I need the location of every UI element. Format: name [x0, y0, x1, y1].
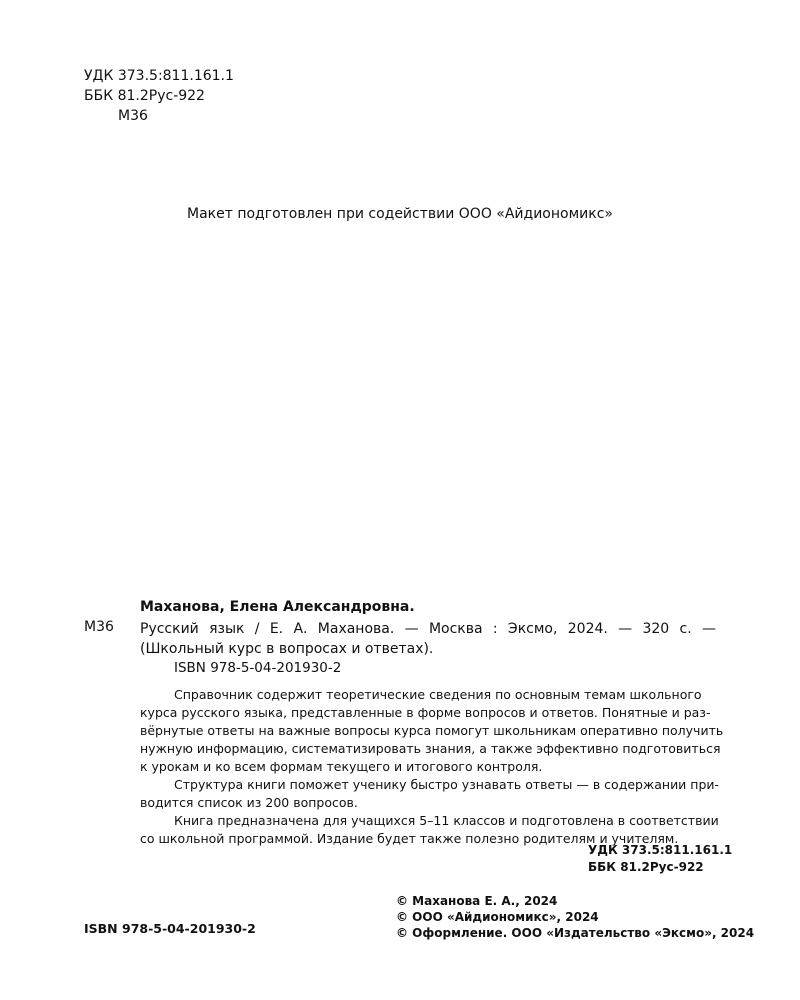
biblio-word: —	[618, 621, 633, 637]
biblio-word: Е.	[269, 621, 284, 637]
copyright-block	[396, 893, 754, 941]
biblio-word: 320	[642, 621, 670, 637]
biblio-word: с.	[679, 621, 692, 637]
biblio-word: А.	[293, 621, 308, 637]
biblio-word: :	[492, 621, 498, 637]
udk-code: УДК 373.5:811.161.1	[84, 68, 234, 84]
copyright-line: © ООО «Айдиономикс», 2024	[396, 910, 599, 924]
bibliographic-description	[140, 619, 716, 659]
bbk-code: ББК 81.2Рус-922	[84, 88, 205, 104]
copyright-line: © Маханова Е. А., 2024	[396, 894, 558, 908]
abstract-line: Книга предназначена для учащихся 5–11 классов и подготовлена в соответствии	[174, 813, 719, 828]
abstract-line: Справочник содержит теоретические сведения по основным темам школьного	[174, 687, 702, 702]
biblio-word: /	[254, 621, 260, 637]
top-classification-codes	[84, 66, 234, 126]
layout-notice: Макет подготовлен при содействии ООО «Айдиономикс»	[187, 206, 613, 222]
isbn-main: ISBN 978-5-04-201930-2	[174, 660, 342, 676]
abstract-line: вёрнутые ответы на важные вопросы курса помогут школьникам оперативно получить	[140, 723, 724, 738]
isbn-bottom: ISBN 978-5-04-201930-2	[84, 921, 256, 936]
bbk-code-bottom: ББК 81.2Рус-922	[588, 860, 704, 874]
abstract-line: Структура книги поможет ученику быстро узнавать ответы — в содержании при-	[174, 777, 720, 792]
biblio-word: Маханова.	[317, 621, 395, 637]
biblio-line-1	[140, 619, 716, 639]
abstract-line: к урокам и ко всем формам текущего и итогового контроля.	[140, 759, 543, 774]
biblio-word: Москва	[428, 621, 483, 637]
abstract-line: нужную информацию, систематизировать знания, а также эффективно подготовиться	[140, 741, 721, 756]
biblio-line-2: (Школьный курс в вопросах и ответах).	[140, 641, 434, 657]
biblio-word: Русский	[140, 621, 199, 637]
author-mark-side: М36	[84, 619, 114, 635]
abstract-line: со школьной программой. Издание будет также полезно родителям и учителям.	[140, 831, 679, 846]
biblio-word: 2024.	[567, 621, 608, 637]
abstract-line: курса русского языка, представленные в форме вопросов и ответов. Понятные и раз-	[140, 705, 711, 720]
udk-code-bottom: УДК 373.5:811.161.1	[588, 843, 733, 857]
biblio-word: —	[404, 621, 419, 637]
abstract-line: водится список из 200 вопросов.	[140, 795, 358, 810]
copyright-line: © Оформление. ООО «Издательство «Эксмо», 2024	[396, 926, 755, 940]
author-heading: Маханова, Елена Александровна.	[140, 599, 415, 615]
biblio-word: Эксмо,	[507, 621, 558, 637]
biblio-word: —	[701, 621, 716, 637]
bottom-classification-codes	[588, 842, 732, 876]
biblio-word: язык	[209, 621, 245, 637]
abstract	[140, 686, 724, 848]
author-mark: М36	[118, 108, 148, 124]
